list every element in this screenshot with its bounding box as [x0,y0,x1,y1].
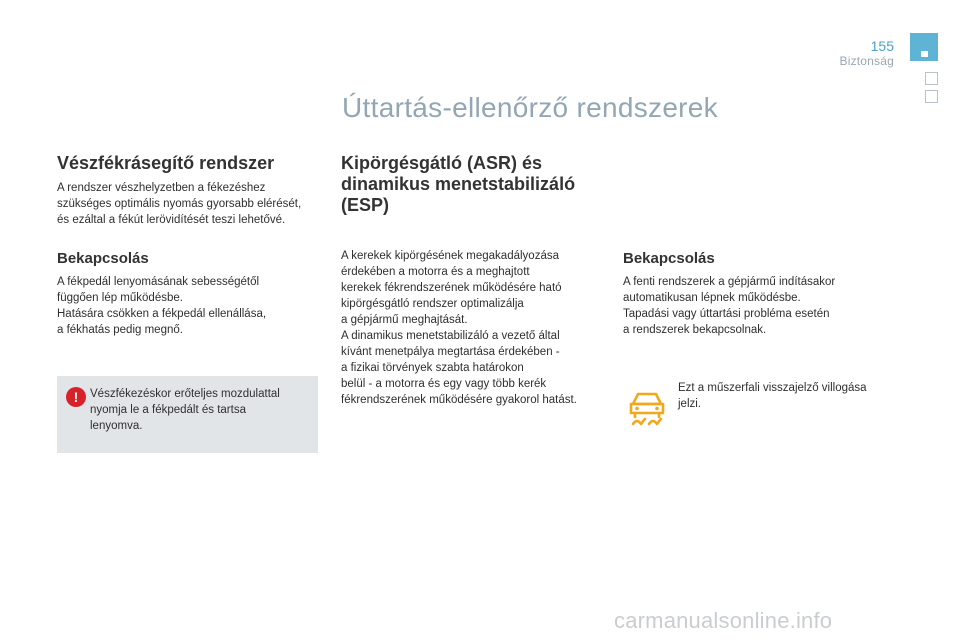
body-line: a gépjármű meghajtását. [341,314,468,326]
tab-marker [921,51,928,57]
activation-line: A fenti rendszerek a gépjármű indításakor [623,276,836,288]
warning-line: Vészfékezéskor erőteljes mozdulattal [90,388,280,400]
section-tab-empty-1[interactable] [925,72,938,85]
activation-line: függően lép működésbe. [57,292,183,304]
body-line: a fizikai törvények szabta határokon [341,362,524,374]
esp-activation-text [623,274,893,338]
warning-text [90,386,310,434]
esp-activation-heading: Bekapcsolás [623,250,715,267]
body-line: kipörgésgátló rendszer optimalizálja [341,298,524,310]
heading-line: (ESP) [341,195,390,215]
brake-activation-heading: Bekapcsolás [57,250,149,267]
brake-activation-text [57,274,317,338]
activation-line: a rendszerek bekapcsolnak. [623,324,767,336]
indicator-text [678,380,908,412]
section-label: Biztonság [839,54,894,68]
activation-line: Hatására csökken a fékpedál ellenállása, [57,308,267,320]
body-line: fékrendszerének működésére gyakorol hatást. [341,394,577,406]
brake-assist-heading: Vészfékrásegítő rendszer [57,153,275,173]
indicator-line: Ezt a műszerfali visszajelző villogása [678,382,867,394]
activation-line: automatikusan lépnek működésbe. [623,292,801,304]
warning-line: nyomja le a fékpedált és tartsa [90,404,246,416]
body-line: kerekek fékrendszerének működésére ható [341,282,562,294]
heading-line: Kipörgésgátló (ASR) és [341,153,543,173]
heading-line: dinamikus menetstabilizáló [341,174,576,194]
indicator-line: jelzi. [678,398,702,410]
watermark: carmanualsonline.info [614,608,833,633]
body-line: kívánt menetpálya megtartása érdekében - [341,346,560,358]
body-line: belül - a motorra és egy vagy több kerék [341,378,547,390]
intro-line: A rendszer vészhelyzetben a fékezéshez [57,182,266,194]
asr-esp-heading [341,153,611,216]
warning-exclamation-icon: ! [66,387,86,407]
body-line: érdekében a motorra és a meghajtott [341,266,530,278]
body-line: A dinamikus menetstabilizáló a vezető által [341,330,560,342]
esp-skidding-car-icon [628,388,666,426]
body-line: A kerekek kipörgésének megakadályozása [341,250,559,262]
section-tab-active[interactable] [910,33,938,61]
activation-line: A fékpedál lenyomásának sebességétől [57,276,260,288]
asr-esp-body [341,248,611,408]
intro-line: és ezáltal a fékút lerövidítését teszi lehetővé. [57,214,286,226]
warning-line: lenyomva. [90,420,143,432]
activation-line: Tapadási vagy úttartási probléma esetén [623,308,830,320]
activation-line: a fékhatás pedig megnő. [57,324,183,336]
brake-assist-intro [57,180,322,228]
intro-line: szükséges optimális nyomás gyorsabb elérését, [57,198,302,210]
page-number: 155 [870,38,894,54]
page-title: Úttartás-ellenőrző rendszerek [342,92,718,123]
